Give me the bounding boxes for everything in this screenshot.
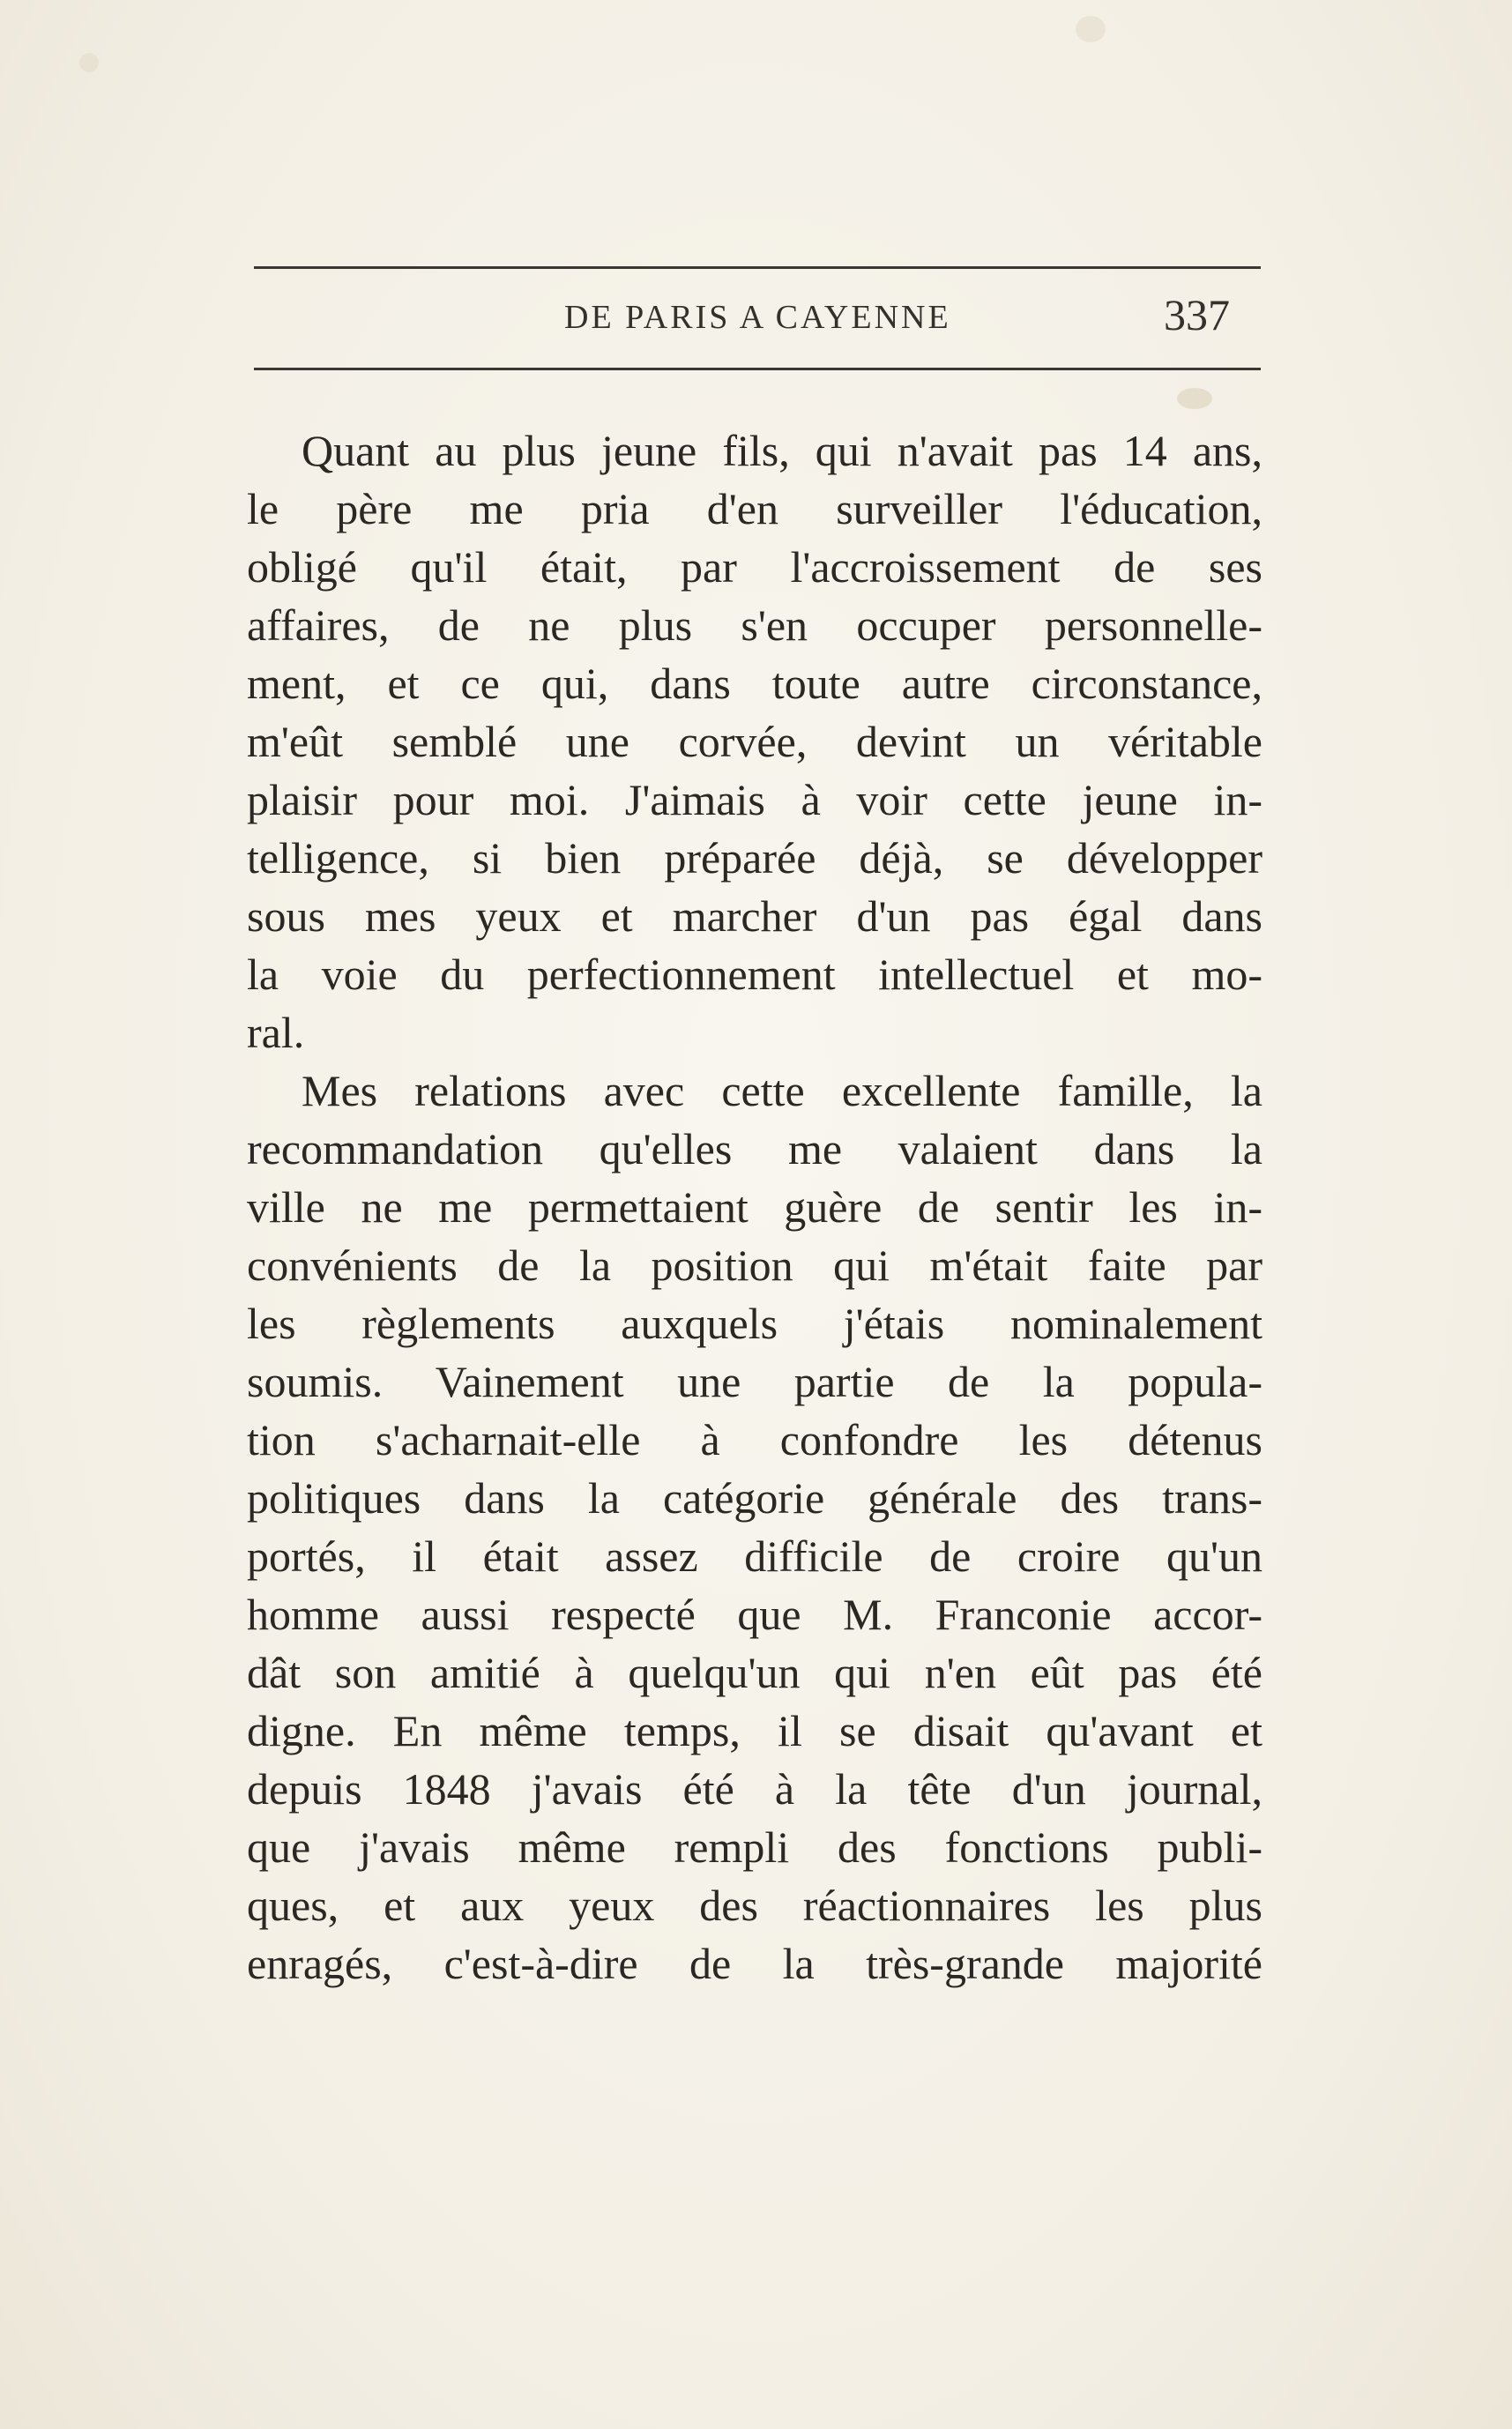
text-line: homme aussi respecté que M. Franconie accor- bbox=[247, 1590, 1262, 1639]
text-line: soumis. Vainement une partie de la popula- bbox=[247, 1357, 1262, 1406]
text-line: ville ne me permettaient guère de sentir les in- bbox=[247, 1182, 1262, 1232]
page-number: 337 bbox=[1164, 290, 1230, 339]
header-bottom-rule bbox=[254, 368, 1261, 370]
text-line: politiques dans la catégorie générale des trans- bbox=[247, 1473, 1262, 1523]
text-line: m'eût semblé une corvée, devint un véritable bbox=[247, 717, 1262, 766]
text-line: recommandation qu'elles me valaient dans la bbox=[247, 1124, 1262, 1174]
text-line: tion s'acharnait-elle à confondre les détenus bbox=[247, 1415, 1262, 1464]
text-line: ral. bbox=[247, 1008, 305, 1057]
header-top-rule bbox=[254, 266, 1261, 269]
text-line: obligé qu'il était, par l'accroissement de ses bbox=[247, 542, 1262, 592]
paper-stain bbox=[1076, 16, 1106, 42]
text-line: affaires, de ne plus s'en occuper personnelle- bbox=[247, 600, 1262, 650]
paper-stain bbox=[1177, 388, 1212, 409]
text-line: ques, et aux yeux des réactionnaires les plus bbox=[247, 1881, 1262, 1930]
text-line: sous mes yeux et marcher d'un pas égal dans bbox=[247, 891, 1262, 941]
text-line: les règlements auxquels j'étais nominalement bbox=[247, 1299, 1262, 1348]
text-line: le père me pria d'en surveiller l'éducation, bbox=[247, 484, 1262, 533]
body-text bbox=[247, 421, 1262, 1993]
text-line: depuis 1848 j'avais été à la tête d'un journal, bbox=[247, 1764, 1262, 1814]
text-line: la voie du perfectionnement intellectuel et mo- bbox=[247, 950, 1262, 999]
text-line: convénients de la position qui m'était faite par bbox=[247, 1241, 1262, 1290]
text-line: que j'avais même rempli des fonctions publi- bbox=[247, 1822, 1262, 1872]
text-line: digne. En même temps, il se disait qu'avant et bbox=[247, 1706, 1262, 1755]
text-line: Mes relations avec cette excellente famille, la bbox=[302, 1066, 1262, 1115]
text-line: plaisir pour moi. J'aimais à voir cette jeune in- bbox=[247, 775, 1262, 824]
text-line: ment, et ce qui, dans toute autre circonstance, bbox=[247, 659, 1262, 708]
text-line: dât son amitié à quelqu'un qui n'en eût pas été bbox=[247, 1648, 1262, 1697]
text-line: enragés, c'est-à-dire de la très-grande majorité bbox=[247, 1939, 1262, 1988]
text-line: portés, il était assez difficile de croire qu'un bbox=[247, 1531, 1262, 1581]
text-line: telligence, si bien préparée déjà, se développer bbox=[247, 833, 1262, 883]
text-line: Quant au plus jeune fils, qui n'avait pas 14 ans, bbox=[302, 426, 1262, 475]
running-header: DE PARIS A CAYENNE bbox=[564, 299, 951, 336]
paper-stain bbox=[79, 53, 99, 72]
